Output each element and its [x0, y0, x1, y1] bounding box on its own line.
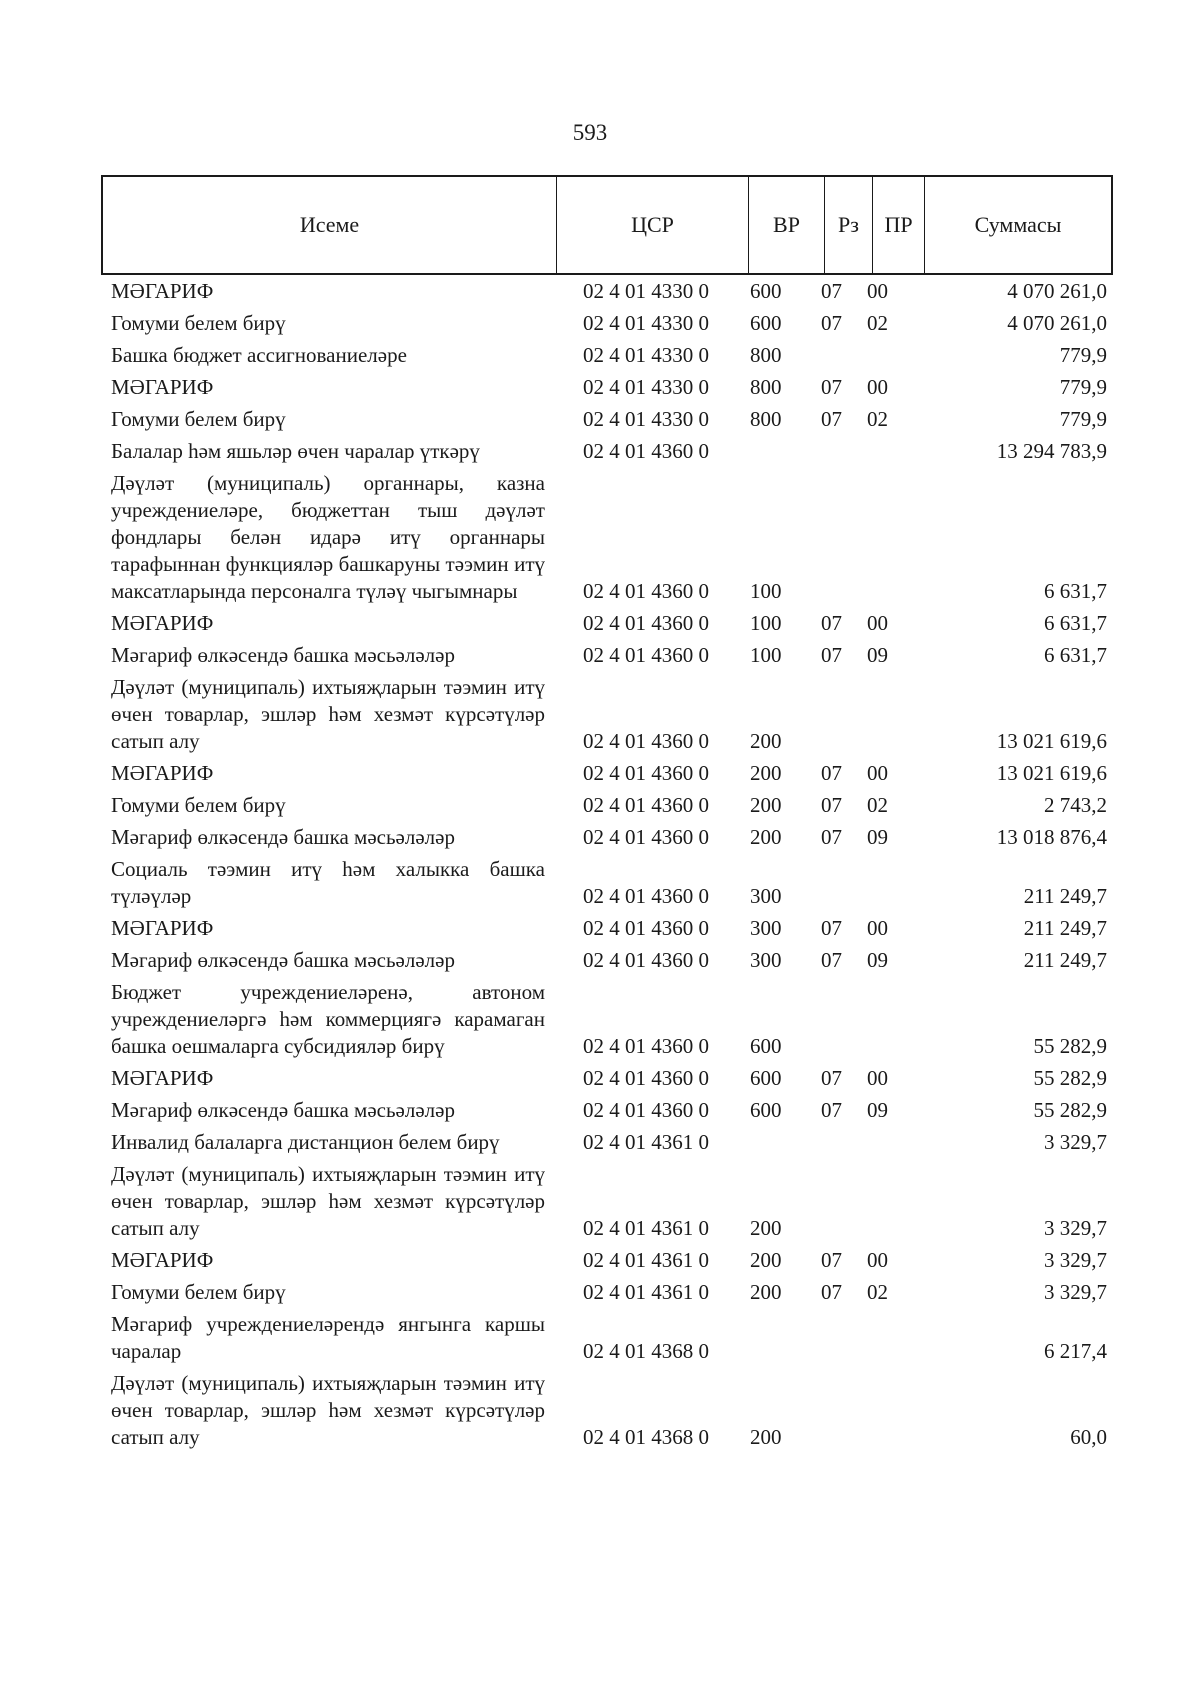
row-pr-cell: 09	[867, 948, 888, 972]
row-sum-cell: 211 249,7	[1023, 948, 1107, 972]
table-row	[111, 1063, 1111, 1095]
row-vr-cell: 800	[750, 343, 782, 367]
row-csr-cell: 02 4 01 4360 0	[583, 1098, 709, 1122]
row-vr-cell: 100	[750, 643, 782, 667]
table-row	[111, 1368, 1111, 1454]
table-body	[111, 276, 1111, 1454]
table-row	[111, 672, 1111, 758]
row-vr-cell: 600	[750, 279, 782, 303]
row-sum-cell: 6 217,4	[1044, 1339, 1107, 1363]
row-name-cell: МӘГАРИФ	[111, 761, 214, 785]
page-number: 593	[572, 120, 608, 145]
row-pr-cell: 00	[867, 611, 888, 635]
row-csr-cell: 02 4 01 4360 0	[583, 643, 709, 667]
row-csr-cell: 02 4 01 4360 0	[583, 1034, 709, 1058]
row-vr-cell: 200	[750, 1248, 782, 1272]
row-csr-cell: 02 4 01 4361 0	[583, 1248, 709, 1272]
row-csr-cell: 02 4 01 4361 0	[583, 1130, 709, 1154]
row-pr-cell: 02	[867, 793, 888, 817]
row-csr-cell: 02 4 01 4360 0	[583, 793, 709, 817]
row-rz-cell: 07	[821, 643, 842, 667]
table-row	[111, 436, 1111, 468]
table-row	[111, 790, 1111, 822]
row-name-cell: Гомуми белем бирү	[111, 793, 286, 817]
row-sum-cell: 13 018 876,4	[996, 825, 1107, 849]
row-csr-cell: 02 4 01 4360 0	[583, 579, 709, 603]
row-name-cell: МӘГАРИФ	[111, 611, 214, 635]
table-row	[111, 1277, 1111, 1309]
row-name-cell: МӘГАРИФ	[111, 1066, 214, 1090]
row-csr-cell: 02 4 01 4368 0	[583, 1339, 709, 1363]
row-rz-cell: 07	[821, 279, 842, 303]
row-vr-cell: 200	[750, 793, 782, 817]
row-sum-cell: 6 631,7	[1044, 579, 1107, 603]
header-vr: ВР	[749, 177, 825, 273]
row-vr-cell: 600	[750, 1034, 782, 1058]
row-sum-cell: 55 282,9	[1033, 1098, 1107, 1122]
table-row	[111, 977, 1111, 1063]
row-rz-cell: 07	[821, 948, 842, 972]
row-rz-cell: 07	[821, 611, 842, 635]
row-pr-cell: 00	[867, 1248, 888, 1272]
row-name-cell: Социаль тәэмин итү һәм халыкка башка түләүләр	[111, 857, 545, 908]
row-pr-cell: 09	[867, 825, 888, 849]
table-row	[111, 758, 1111, 790]
row-pr-cell: 09	[867, 1098, 888, 1122]
row-vr-cell: 100	[750, 579, 782, 603]
row-sum-cell: 3 329,7	[1044, 1280, 1107, 1304]
row-name-cell: Балалар һәм яшьләр өчен чаралар үткәрү	[111, 439, 480, 463]
row-vr-cell: 100	[750, 611, 782, 635]
row-vr-cell: 200	[750, 1425, 782, 1449]
row-name-cell: Мәгариф өлкәсендә башка мәсьәләләр	[111, 948, 455, 972]
row-csr-cell: 02 4 01 4360 0	[583, 439, 709, 463]
row-name-cell: МӘГАРИФ	[111, 1248, 214, 1272]
row-pr-cell: 00	[867, 279, 888, 303]
header-sum: Суммасы	[974, 212, 1062, 237]
row-csr-cell: 02 4 01 4368 0	[583, 1425, 709, 1449]
row-name-cell: МӘГАРИФ	[111, 916, 214, 940]
row-csr-cell: 02 4 01 4330 0	[583, 279, 709, 303]
row-sum-cell: 13 294 783,9	[996, 439, 1107, 463]
row-sum-cell: 779,9	[1059, 343, 1107, 367]
row-name-cell: Гомуми белем бирү	[111, 1280, 286, 1304]
row-vr-cell: 600	[750, 1098, 782, 1122]
row-vr-cell: 600	[750, 1066, 782, 1090]
row-vr-cell: 300	[750, 948, 782, 972]
row-csr-cell: 02 4 01 4361 0	[583, 1280, 709, 1304]
row-rz-cell: 07	[821, 793, 842, 817]
table-row	[111, 372, 1111, 404]
row-vr-cell: 200	[750, 825, 782, 849]
row-csr-cell: 02 4 01 4360 0	[583, 825, 709, 849]
row-sum-cell: 4 070 261,0	[1007, 311, 1107, 335]
row-sum-cell: 55 282,9	[1033, 1066, 1107, 1090]
row-csr-cell: 02 4 01 4360 0	[583, 948, 709, 972]
row-csr-cell: 02 4 01 4330 0	[583, 311, 709, 335]
row-rz-cell: 07	[821, 825, 842, 849]
row-vr-cell: 200	[750, 1280, 782, 1304]
row-name-cell: Дәүләт (муниципаль) ихтыяҗларын тәэмин итү өчен товарлар, эшләр һәм хезмәт күрсәтүләр сатып алу	[111, 1371, 545, 1449]
row-vr-cell: 800	[750, 407, 782, 431]
row-pr-cell: 02	[867, 311, 888, 335]
row-name-cell: МӘГАРИФ	[111, 375, 214, 399]
row-vr-cell: 300	[750, 916, 782, 940]
table-row	[111, 822, 1111, 854]
row-name-cell: МӘГАРИФ	[111, 279, 214, 303]
row-name-cell: Дәүләт (муниципаль) органнары, казна учреждениеләре, бюджеттан тыш дәүләт фондлары белән идарә итү органнары тарафыннан функцияләр башкаруны тәэмин итү максатларында персоналга түләү чыгымнары	[111, 471, 545, 603]
row-rz-cell: 07	[821, 407, 842, 431]
row-vr-cell: 800	[750, 375, 782, 399]
table-row	[111, 854, 1111, 913]
row-sum-cell: 4 070 261,0	[1007, 279, 1107, 303]
row-rz-cell: 07	[821, 1066, 842, 1090]
row-sum-cell: 13 021 619,6	[996, 761, 1107, 785]
header-rz: Рз	[825, 177, 873, 273]
table-row	[111, 640, 1111, 672]
row-name-cell: Гомуми белем бирү	[111, 407, 286, 431]
row-csr-cell: 02 4 01 4360 0	[583, 611, 709, 635]
row-name-cell: Мәгариф өлкәсендә башка мәсьәләләр	[111, 643, 455, 667]
table-row	[111, 1127, 1111, 1159]
row-pr-cell: 02	[867, 407, 888, 431]
row-sum-cell: 6 631,7	[1044, 643, 1107, 667]
row-vr-cell: 600	[750, 311, 782, 335]
row-sum-cell: 13 021 619,6	[996, 729, 1107, 753]
row-csr-cell: 02 4 01 4330 0	[583, 343, 709, 367]
row-name-cell: Мәгариф өлкәсендә башка мәсьәләләр	[111, 825, 455, 849]
row-rz-cell: 07	[821, 1098, 842, 1122]
row-csr-cell: 02 4 01 4360 0	[583, 884, 709, 908]
row-name-cell: Дәүләт (муниципаль) ихтыяҗларын тәэмин итү өчен товарлар, эшләр һәм хезмәт күрсәтүләр сатып алу	[111, 1162, 545, 1240]
row-vr-cell: 200	[750, 761, 782, 785]
row-name-cell: Бюджет учреждениеләренә, автоном учреждениеләргә һәм коммерциягә карамаган башка оешмаларга субсидияләр бирү	[111, 980, 545, 1058]
table-row	[111, 1095, 1111, 1127]
table-row	[111, 1245, 1111, 1277]
row-sum-cell: 6 631,7	[1044, 611, 1107, 635]
row-sum-cell: 60,0	[1070, 1425, 1107, 1449]
row-pr-cell: 02	[867, 1280, 888, 1304]
row-rz-cell: 07	[821, 1248, 842, 1272]
row-vr-cell: 200	[750, 1216, 782, 1240]
row-vr-cell: 300	[750, 884, 782, 908]
table-row	[111, 945, 1111, 977]
row-csr-cell: 02 4 01 4361 0	[583, 1216, 709, 1240]
row-sum-cell: 3 329,7	[1044, 1130, 1107, 1154]
row-name-cell: Мәгариф учреждениеләрендә янгынга каршы чаралар	[111, 1312, 545, 1363]
row-sum-cell: 3 329,7	[1044, 1216, 1107, 1240]
row-name-cell: Инвалид балаларга дистанцион белем бирү	[111, 1130, 500, 1154]
row-vr-cell: 200	[750, 729, 782, 753]
row-pr-cell: 00	[867, 1066, 888, 1090]
table-row	[111, 1159, 1111, 1245]
row-csr-cell: 02 4 01 4360 0	[583, 761, 709, 785]
row-pr-cell: 00	[867, 761, 888, 785]
row-csr-cell: 02 4 01 4360 0	[583, 916, 709, 940]
header-csr: ЦСР	[557, 177, 749, 273]
header-name: Исеме	[103, 177, 557, 273]
table-row	[111, 308, 1111, 340]
row-rz-cell: 07	[821, 916, 842, 940]
row-sum-cell: 3 329,7	[1044, 1248, 1107, 1272]
row-rz-cell: 07	[821, 1280, 842, 1304]
header-pr: ПР	[873, 177, 925, 273]
row-rz-cell: 07	[821, 375, 842, 399]
row-sum-cell: 211 249,7	[1023, 916, 1107, 940]
table-row	[111, 1309, 1111, 1368]
row-rz-cell: 07	[821, 761, 842, 785]
row-pr-cell: 09	[867, 643, 888, 667]
row-name-cell: Мәгариф өлкәсендә башка мәсьәләләр	[111, 1098, 455, 1122]
table-row	[111, 340, 1111, 372]
table-row	[111, 608, 1111, 640]
row-sum-cell: 2 743,2	[1044, 793, 1107, 817]
table-row	[111, 276, 1111, 308]
row-csr-cell: 02 4 01 4330 0	[583, 375, 709, 399]
table-row	[111, 913, 1111, 945]
row-sum-cell: 211 249,7	[1023, 884, 1107, 908]
row-pr-cell: 00	[867, 916, 888, 940]
table-header	[101, 175, 1113, 275]
row-name-cell: Башка бюджет ассигнованиеләре	[111, 343, 407, 367]
row-pr-cell: 00	[867, 375, 888, 399]
row-csr-cell: 02 4 01 4360 0	[583, 729, 709, 753]
row-csr-cell: 02 4 01 4330 0	[583, 407, 709, 431]
row-name-cell: Дәүләт (муниципаль) ихтыяҗларын тәэмин итү өчен товарлар, эшләр һәм хезмәт күрсәтүләр сатып алу	[111, 675, 545, 753]
table-row	[111, 468, 1111, 608]
row-sum-cell: 779,9	[1059, 407, 1107, 431]
row-sum-cell: 779,9	[1059, 375, 1107, 399]
table-row	[111, 404, 1111, 436]
row-rz-cell: 07	[821, 311, 842, 335]
row-name-cell: Гомуми белем бирү	[111, 311, 286, 335]
row-sum-cell: 55 282,9	[1033, 1034, 1107, 1058]
row-csr-cell: 02 4 01 4360 0	[583, 1066, 709, 1090]
